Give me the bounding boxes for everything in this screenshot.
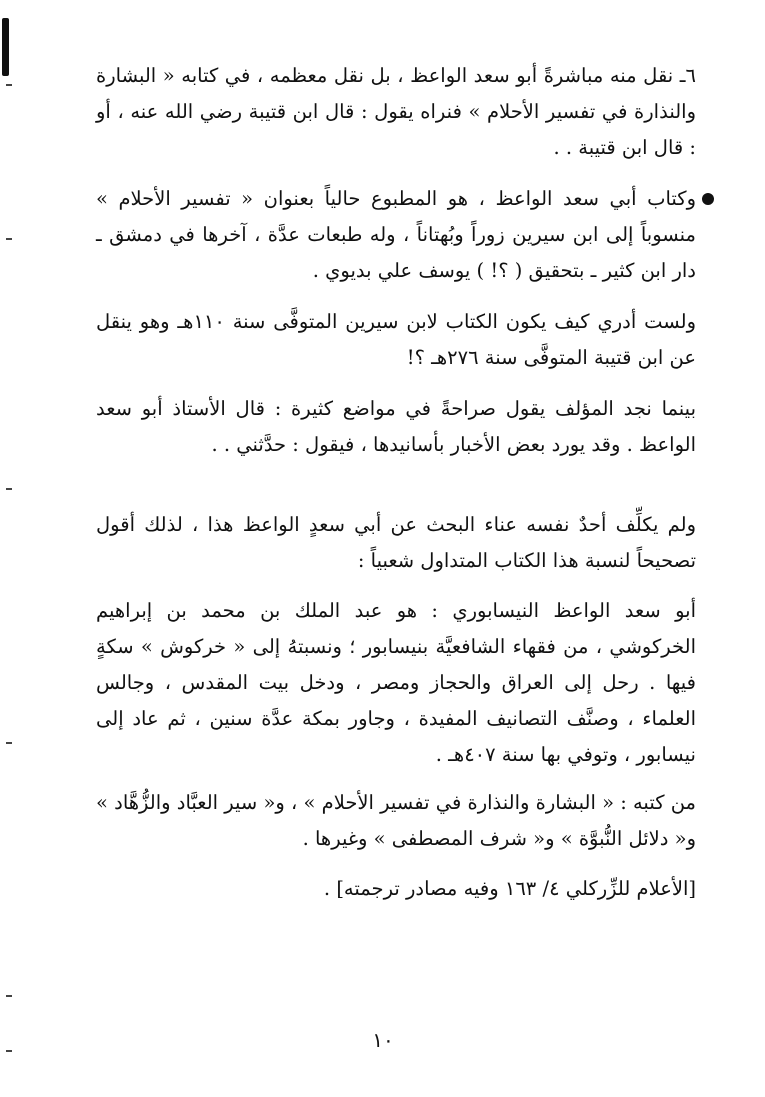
scan-edge-tick — [6, 488, 12, 490]
paragraph-text: من كتبه : « البشارة والنذارة في تفسير الأحلام » ، و« سير العبَّاد والزُّهَّاد » و« دلائل النُّبوَّة » و« شرف المصطفى » وغيرها . — [96, 791, 696, 850]
scan-edge-tick — [6, 238, 12, 240]
scan-edge-tick — [6, 742, 12, 744]
paragraph-text: ٦ـ نقل منه مباشرةً أبو سعد الواعظ ، بل نقل معظمه ، في كتابه « البشارة والنذارة في تفسير الأحلام » فنراه يقول : قال ابن قتيبة رضي الله عنه ، أو : قال ابن قتيبة . . — [96, 64, 696, 159]
paragraph-text: بينما نجد المؤلف يقول صراحةً في مواضع كثيرة : قال الأستاذ أبو سعد الواعظ . وقد يورد بعض الأخبار بأسانيدها ، فيقول : حدَّثني . . — [96, 397, 696, 456]
paragraph-text: ولم يكلِّف أحدٌ نفسه عناء البحث عن أبي سعدٍ الواعظ هذا ، لذلك أقول تصحيحاً لنسبة هذا الكتاب المتداول شعبياً : — [96, 513, 696, 572]
scan-binding-mark — [2, 18, 9, 76]
paragraph-works — [96, 785, 696, 857]
paragraph-question — [96, 304, 696, 376]
paragraph-text: ولست أدري كيف يكون الكتاب لابن سيرين المتوفَّى سنة ١١٠هـ وهو ينقل عن ابن قتيبة المتوفَّى سنة ٢٧٦هـ ؟! — [96, 310, 696, 369]
paragraph-text: أبو سعد الواعظ النيسابوري : هو عبد الملك بن محمد بن إبراهيم الخركوشي ، من فقهاء الشافعيَّة بنيسابور ؛ ونسبتهُ إلى « خركوش » سكةٍ فيها . رحل إلى العراق والحجاز ومصر ، ودخل بيت المقدس ، وجالس العلماء ، وصنَّف التصانيف المفيدة ، وجاور بمكة عدَّة سنين ، ثم عاد إلى نيسابور ، وتوفي بها سنة ٤٠٧هـ . — [96, 599, 696, 766]
paragraph-evidence — [96, 391, 696, 463]
paragraph-bulleted — [96, 181, 696, 289]
scan-edge-tick — [6, 995, 12, 997]
scan-edge-tick — [6, 1050, 12, 1052]
paragraph-text: وكتاب أبي سعد الواعظ ، هو المطبوع حالياً بعنوان « تفسير الأحلام » منسوباً إلى ابن سيرين زوراً وبُهتاناً ، وله طبعات عدَّة ، آخرها في دمشق ـ دار ابن كثير ـ بتحقيق ( ؟! ) يوسف علي بديوي . — [96, 187, 696, 282]
page-number: ١٠ — [372, 1028, 394, 1052]
scan-edge-tick — [6, 84, 12, 86]
bullet-icon — [702, 193, 714, 205]
paragraph-item-6 — [96, 58, 696, 166]
paragraph-biography — [96, 593, 696, 773]
paragraph-reference — [96, 871, 696, 907]
paragraph-text: [الأعلام للزِّركلي ٤/ ١٦٣ وفيه مصادر ترجمته] . — [323, 877, 696, 900]
paragraph-correction — [96, 507, 696, 579]
